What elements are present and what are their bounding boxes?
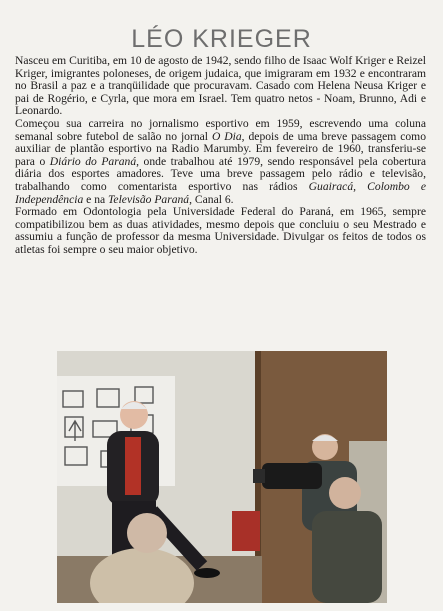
text-run: Começou sua carreira no jornalismo esportivo em 1959, escrevendo uma coluna semanal sobre futebol de salão no jornal — [15, 116, 426, 143]
paragraph-journalism — [15, 118, 426, 206]
interview-photo-illustration — [57, 351, 387, 603]
page-title: LÉO KRIEGER — [131, 24, 312, 53]
text-run: Nasceu em Curitiba, em 10 de agosto de 1942, sendo filho de Isaac Wolf Kriger e Reizel Kriger, imigrantes poloneses, de origem judaica, que imigraram em 1932 e encontraram no Brasil a paz e a tranqüilidade que procuravam. Casado com Helena Neusa Kriger e pai de Rogério, e Cyrla, que mora em Israel. Tem quatro netos - Noam, Brunno, Adi e Leonardo. — [15, 54, 426, 118]
paragraph-family — [15, 55, 426, 118]
biography-text — [15, 55, 426, 257]
text-run: e na — [83, 192, 109, 206]
italic-text-run: Diário do Paraná — [49, 154, 137, 168]
video-camera — [262, 463, 322, 489]
paragraph-dentistry — [15, 206, 426, 256]
italic-text-run: O Dia — [211, 129, 242, 143]
text-run: , depois de uma breve passagem como auxiliar de plantão esportivo na Radio Marumby. Em fevereiro de 1960, transferiu-se para o — [15, 129, 426, 168]
text-run: Formado em Odontologia pela Universidade Federal do Paraná, em 1965, sempre compatibilizou bem as duas atividades, mesmo depois que concluiu o seu Mestrado e assumiu a função de professor da mesma Universidade. Divulgar os feitos de todos os atletas foi sempre o seu maior objetivo. — [15, 205, 426, 256]
italic-text-run: Televisão Paraná — [108, 192, 190, 206]
interview-photo — [57, 351, 387, 603]
text-run: , Canal 6. — [189, 192, 234, 206]
text-run: , onde trabalhou até 1979, sendo responsável pela cobertura diária dos esportes amadores. Teve uma breve passagem pelo rádio e televisão, trabalhando como comentarista esportivo nas rádios — [15, 154, 426, 193]
italic-text-run: Guairacá, Colombo e Independência — [15, 179, 427, 206]
